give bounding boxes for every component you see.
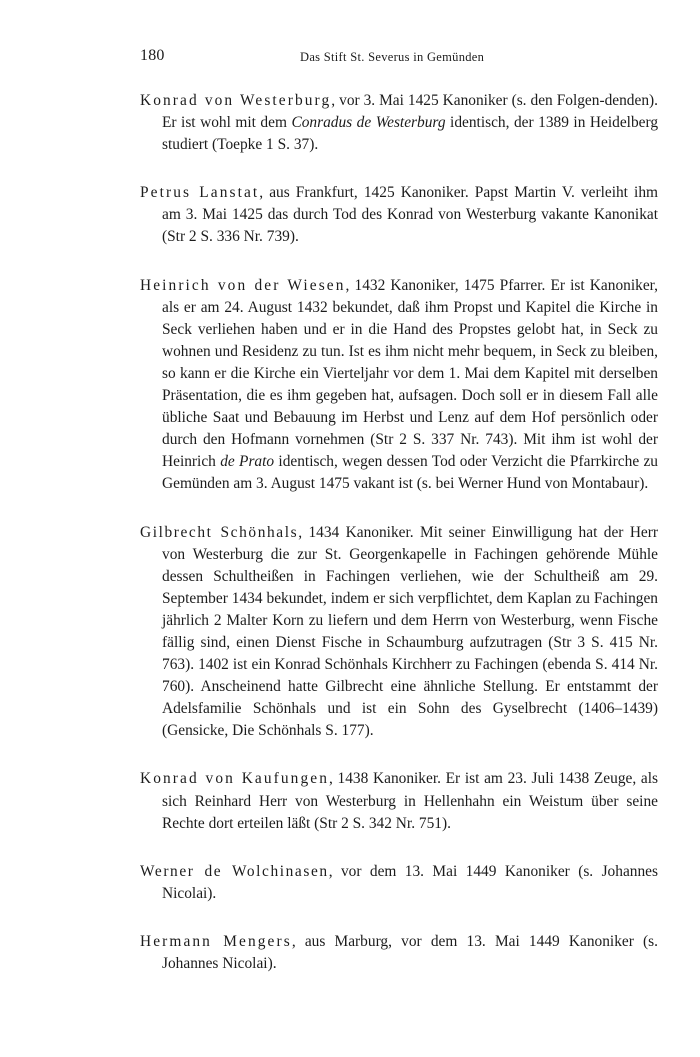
entry-italic: Conradus de Westerburg — [291, 114, 446, 132]
entry-text: , aus Frankfurt, 1425 Kanoniker. Papst Martin V. verleiht ihm am 3. Mai 1425 das durch Tod des Konrad von Westerburg vakante Kanonikat (Str 2 S. 336 Nr. 739). — [162, 184, 658, 246]
entry-name: Konrad von Kaufungen — [140, 770, 329, 788]
entry-text: , 1438 Kanoniker. Er ist am 23. Juli 1438 Zeuge, als sich Reinhard Herr von Westerburg in Hellenhahn ein Weistum über seine Rechte dort erteilen läßt (Str 2 S. 342 Nr. 751). — [162, 770, 658, 832]
entry-name: Gilbrecht Schönhals — [140, 523, 299, 541]
page-number: 180 — [140, 47, 165, 64]
entry-text-end: identisch, wegen dessen Tod oder Verzicht die Pfarrkirche zu Gemünden am 3. August 1475 vakant ist (s. bei Werner Hund von Montabaur). — [162, 453, 659, 493]
entry-werner-de-wolchinasen — [140, 861, 658, 905]
entry-konrad-von-kaufungen — [140, 768, 658, 834]
entry-konrad-von-westerburg — [140, 90, 658, 156]
entry-text-end: identisch, der 1389 in Heidelberg studiert (Toepke 1 S. 37). — [162, 114, 659, 154]
entry-list — [140, 90, 658, 1001]
entry-heinrich-von-der-wiesen — [140, 275, 658, 496]
page-header — [140, 47, 658, 71]
entry-text: , vor dem 13. Mai 1449 Kanoniker (s. Johannes Nicolai). — [162, 862, 658, 902]
entry-italic: de Prato — [220, 453, 275, 471]
entry-gilbrecht-schoenhals — [140, 522, 658, 743]
entry-text: , 1434 Kanoniker. Mit seiner Einwilligung hat der Herr von Westerburg die zur St. Georgenkapelle in Fachingen gehörende Mühle dessen Schultheißen in Fachingen verliehen, wie der Schultheiß am 29. September 1434 bekundet, indem er sich verpflichtet, dem Kaplan zu Fachingen jährlich 2 Malter Korn zu liefern und dem Herrn von Westerburg, wenn Fische fällig sind, einen Dienst Fische in Schaumburg aufzutragen (Str 3 S. 415 Nr. 763). 1402 ist ein Konrad Schönhals Kirchherr zu Fachingen (ebenda S. 414 Nr. 760). Anscheinend hatte Gilbrecht eine ähnliche Stellung. Er entstammt der Adelsfamilie Schönhals und ist ein Sohn des Gyselbrecht (1406–1439) (Gensicke, Die Schönhals S. 177). — [162, 523, 659, 740]
entry-hermann-mengers — [140, 931, 658, 975]
running-title: Das Stift St. Severus in Gemünden — [300, 50, 485, 64]
entry-text: , aus Marburg, vor dem 13. Mai 1449 Kanoniker (s. Johannes Nicolai). — [162, 932, 658, 972]
entry-name: Konrad von Westerburg — [140, 92, 332, 109]
entry-text: , 1432 Kanoniker, 1475 Pfarrer. Er ist Kanoniker, als er am 24. August 1432 bekundet, daß ihm Propst und Kapitel die Kirche in Seck verliehen haben und er in die Hand des Propstes gelobt hat, in Seck zu wohnen und Residenz zu tun. Ist es ihm nicht mehr bequem, in Seck zu bleiben, so kann er die Kirche ein Vierteljahr vor dem 1. Mai dem Kapitel mit derselben Präsentation, die es ihm gegeben hat, aufsagen. Doch soll er in diesem Fall alle übliche Saat und Bebauung im Herbst und Lenz auf dem Hof persönlich oder durch den Hofmann vornehmen (Str 2 S. 337 Nr. 743). Mit ihm ist wohl der Heinrich — [162, 276, 659, 471]
entry-name: Werner de Wolchinasen — [140, 862, 329, 880]
entry-name: Hermann Mengers — [140, 932, 292, 950]
entry-name: Petrus Lanstat — [140, 184, 260, 202]
entry-petrus-lanstat — [140, 182, 658, 248]
entry-name: Heinrich von der Wiesen — [140, 276, 346, 294]
entry-text: , vor 3. Mai 1425 Kanoniker (s. den Folgen-denden). Er ist wohl mit dem — [162, 92, 658, 132]
